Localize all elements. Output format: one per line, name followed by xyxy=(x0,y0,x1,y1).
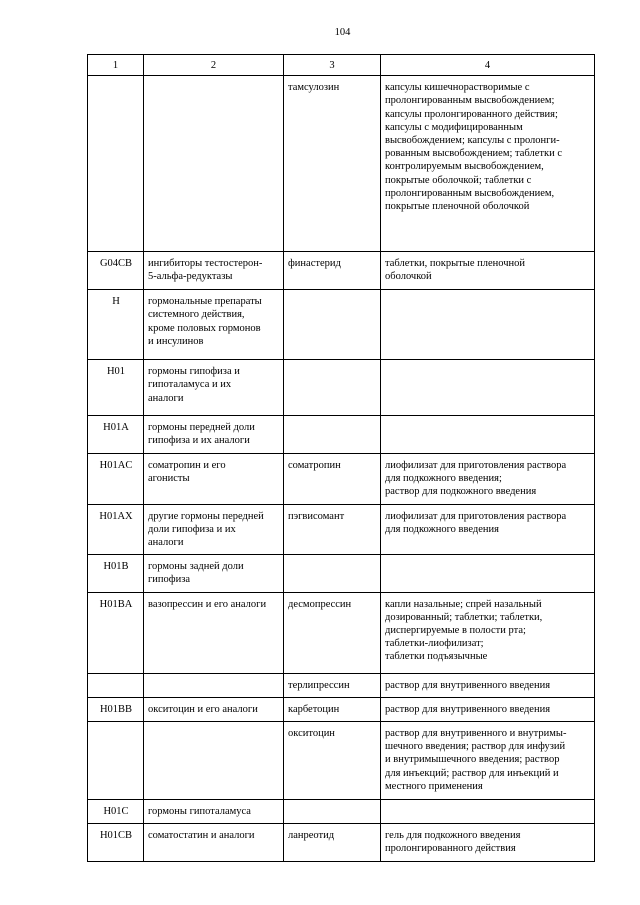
table-row xyxy=(88,76,595,252)
atc-code: G04CB xyxy=(88,252,144,290)
pharm-group xyxy=(144,722,284,800)
atc-code: H01BA xyxy=(88,592,144,673)
drug-name: окситоцин xyxy=(284,722,381,800)
header-col-4: 4 xyxy=(381,55,595,76)
atc-code xyxy=(88,76,144,252)
table-row xyxy=(88,722,595,800)
dosage-form xyxy=(381,555,595,592)
atc-code: H01C xyxy=(88,800,144,824)
pharm-group: гормоны задней доли гипофиза xyxy=(144,555,284,592)
atc-code: H01CB xyxy=(88,824,144,862)
dosage-form: таблетки, покрытые пленочной оболочкой xyxy=(381,252,595,290)
table-row xyxy=(88,360,595,416)
drug-name xyxy=(284,555,381,592)
table-row xyxy=(88,673,595,697)
drug-name xyxy=(284,800,381,824)
atc-code xyxy=(88,722,144,800)
pharm-group: вазопрессин и его аналоги xyxy=(144,592,284,673)
pharm-group: окситоцин и его аналоги xyxy=(144,697,284,721)
pharm-group xyxy=(144,673,284,697)
atc-code: H01A xyxy=(88,416,144,453)
table-row xyxy=(88,416,595,453)
dosage-form: раствор для внутривенного введения xyxy=(381,697,595,721)
atc-code: H01AC xyxy=(88,453,144,504)
pharm-group: гормоны гипоталамуса xyxy=(144,800,284,824)
pharm-group: ингибиторы тестостерон- 5-альфа-редуктазы xyxy=(144,252,284,290)
drug-name: карбетоцин xyxy=(284,697,381,721)
drug-name: тамсулозин xyxy=(284,76,381,252)
drug-name: терлипрессин xyxy=(284,673,381,697)
drug-name: ланреотид xyxy=(284,824,381,862)
pharm-group: гормональные препараты системного действия, кроме половых гормонов и инсулинов xyxy=(144,290,284,360)
dosage-form xyxy=(381,800,595,824)
pharm-group xyxy=(144,76,284,252)
dosage-form: капсулы кишечнорастворимые с пролонгированным высвобождением; капсулы пролонгированного действия; капсулы с модифицированным высвобождением; капсулы с пролонги- рованным высвобождением; таблетки с контролируемым высвобождением, покрытые оболочкой; таблетки с пролонгированным высвобождением, покрытые пленочной оболочкой xyxy=(381,76,595,252)
table-row xyxy=(88,824,595,862)
dosage-form: капли назальные; спрей назальный дозированный; таблетки; таблетки, диспергируемые в полости рта; таблетки-лиофилизат; таблетки подъязычные xyxy=(381,592,595,673)
drug-name xyxy=(284,290,381,360)
drug-table xyxy=(87,54,595,862)
page-number: 104 xyxy=(334,27,351,38)
atc-code xyxy=(88,673,144,697)
dosage-form xyxy=(381,416,595,453)
table-row xyxy=(88,252,595,290)
table-row xyxy=(88,800,595,824)
table-row xyxy=(88,453,595,504)
pharm-group: другие гормоны передней доли гипофиза и их аналоги xyxy=(144,504,284,555)
table-row xyxy=(88,555,595,592)
pharm-group: соматостатин и аналоги xyxy=(144,824,284,862)
atc-code: H xyxy=(88,290,144,360)
dosage-form: лиофилизат для приготовления раствора для подкожного введения; раствор для подкожного введения xyxy=(381,453,595,504)
atc-code: H01AX xyxy=(88,504,144,555)
table-row xyxy=(88,290,595,360)
pharm-group: гормоны передней доли гипофиза и их аналоги xyxy=(144,416,284,453)
drug-name: соматропин xyxy=(284,453,381,504)
dosage-form: раствор для внутривенного введения xyxy=(381,673,595,697)
atc-code: H01B xyxy=(88,555,144,592)
table-row xyxy=(88,592,595,673)
drug-name xyxy=(284,360,381,416)
header-col-1: 1 xyxy=(88,55,144,76)
dosage-form: гель для подкожного введения пролонгированного действия xyxy=(381,824,595,862)
table-row xyxy=(88,697,595,721)
atc-code: H01 xyxy=(88,360,144,416)
atc-code: H01BB xyxy=(88,697,144,721)
table-row xyxy=(88,504,595,555)
drug-name: финастерид xyxy=(284,252,381,290)
header-col-3: 3 xyxy=(284,55,381,76)
header-col-2: 2 xyxy=(144,55,284,76)
drug-name: десмопрессин xyxy=(284,592,381,673)
dosage-form: раствор для внутривенного и внутримы- шечного введения; раствор для инфузий и внутримышечного введения; раствор для инъекций; раствор для инъекций и местного применения xyxy=(381,722,595,800)
drug-name: пэгвисомант xyxy=(284,504,381,555)
pharm-group: соматропин и его агонисты xyxy=(144,453,284,504)
header-row xyxy=(88,55,595,76)
dosage-form xyxy=(381,290,595,360)
dosage-form xyxy=(381,360,595,416)
pharm-group: гормоны гипофиза и гипоталамуса и их аналоги xyxy=(144,360,284,416)
dosage-form: лиофилизат для приготовления раствора для подкожного введения xyxy=(381,504,595,555)
drug-name xyxy=(284,416,381,453)
